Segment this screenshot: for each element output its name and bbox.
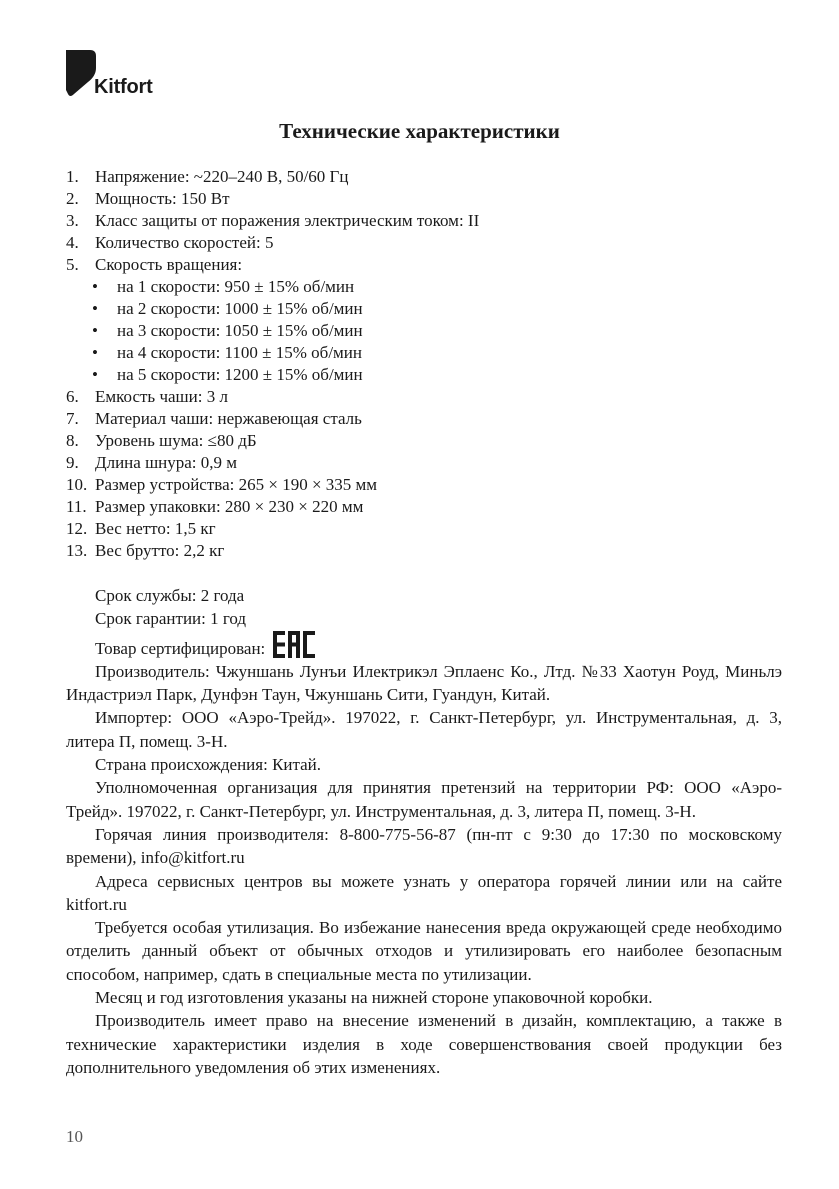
- kitfort-logo: [66, 50, 176, 100]
- country-of-origin: Страна происхождения: Китай.: [95, 755, 322, 775]
- spec-item: 4. Количество скоростей: 5: [66, 233, 274, 252]
- spec-item: 7. Материал чаши: нержавеющая сталь: [66, 409, 362, 428]
- spec-subitem: • на 4 скорости: 1100 ± 15% об/мин: [92, 343, 362, 362]
- disposal-notice: Требуется особая утилизация. Во избежание нанесения вреда окружающей среде необходимо отделить данный объект от обычных отходов и утилизировать его наиболее безопасным способом, например, сдать в специальные места по утилизации.: [66, 918, 782, 984]
- page-title: Технические характеристики: [279, 119, 560, 143]
- spec-item: 12. Вес нетто: 1,5 кг: [66, 519, 216, 538]
- manufacture-date-note: Месяц и год изготовления указаны на нижней стороне упаковочной коробки.: [95, 988, 653, 1008]
- spec-item: 13. Вес брутто: 2,2 кг: [66, 541, 225, 560]
- eac-certification-mark-icon: [273, 631, 315, 658]
- manufacturer: Производитель: Чжуншань Лунъи Илектрикэл Эплаенс Ко., Лтд. №33 Хаотун Роуд, Миньлэ Индастриэл Парк, Дунфэн Таун, Чжуншань Сити, Гуандун, Китай.: [66, 661, 782, 705]
- spec-item: 3. Класс защиты от поражения электрическим током: II: [66, 211, 480, 230]
- spec-subitem: • на 5 скорости: 1200 ± 15% об/мин: [92, 365, 363, 384]
- info-section: [66, 584, 782, 1079]
- spec-item: 8. Уровень шума: ≤80 дБ: [66, 431, 257, 450]
- spec-item: 1. Напряжение: ~220–240 В, 50/60 Гц: [66, 167, 349, 186]
- importer: Импортер: ООО «Аэро-Трейд». 197022, г. Санкт-Петербург, ул. Инструментальная, д. 3, литера П, помещ. 3-Н.: [66, 708, 782, 751]
- certified-label: Товар сертифицирован:: [95, 638, 266, 658]
- spec-subitem: • на 3 скорости: 1050 ± 15% об/мин: [92, 321, 363, 340]
- page-number: 10: [66, 1127, 83, 1146]
- certification-line: [66, 631, 782, 660]
- hotline: Горячая линия производителя: 8-800-775-56-87 (пн-пт с 9:30 до 17:30 по московскому времени), info@kitfort.ru: [66, 824, 782, 868]
- spec-list: [66, 166, 786, 562]
- spec-item: 9. Длина шнура: 0,9 м: [66, 453, 238, 472]
- authorized-organization: Уполномоченная организация для принятия претензий на территории РФ: ООО «Аэро-Трейд». 197022, г. Санкт-Петербург, ул. Инструментальная, д. 3, литера П, помещ. 3-Н.: [66, 778, 782, 821]
- changes-notice: Производитель имеет право на внесение изменений в дизайн, комплектацию, а также в технические характеристики изделия в ходе совершенствования своей продукции без дополнительного уведомления об этих изменениях.: [66, 1011, 782, 1077]
- spec-subitem: • на 2 скорости: 1000 ± 15% об/мин: [92, 299, 363, 318]
- spec-item: 5. Скорость вращения:: [66, 255, 243, 274]
- brand-name: Kitfort: [94, 76, 153, 98]
- service-life: Срок службы: 2 года: [95, 586, 245, 605]
- service-centers: Адреса сервисных центров вы можете узнать у оператора горячей линии или на сайте kitfort.ru: [66, 871, 782, 914]
- spec-item: 11. Размер упаковки: 280 × 230 × 220 мм: [66, 497, 364, 516]
- spec-item: 2. Мощность: 150 Вт: [66, 189, 230, 208]
- warranty: Срок гарантии: 1 год: [95, 609, 247, 629]
- spec-item: 10. Размер устройства: 265 × 190 × 335 мм: [66, 475, 378, 494]
- kitfort-shield-icon: [66, 50, 96, 98]
- spec-subitem: • на 1 скорости: 950 ± 15% об/мин: [92, 277, 355, 296]
- spec-item: 6. Емкость чаши: 3 л: [66, 387, 228, 406]
